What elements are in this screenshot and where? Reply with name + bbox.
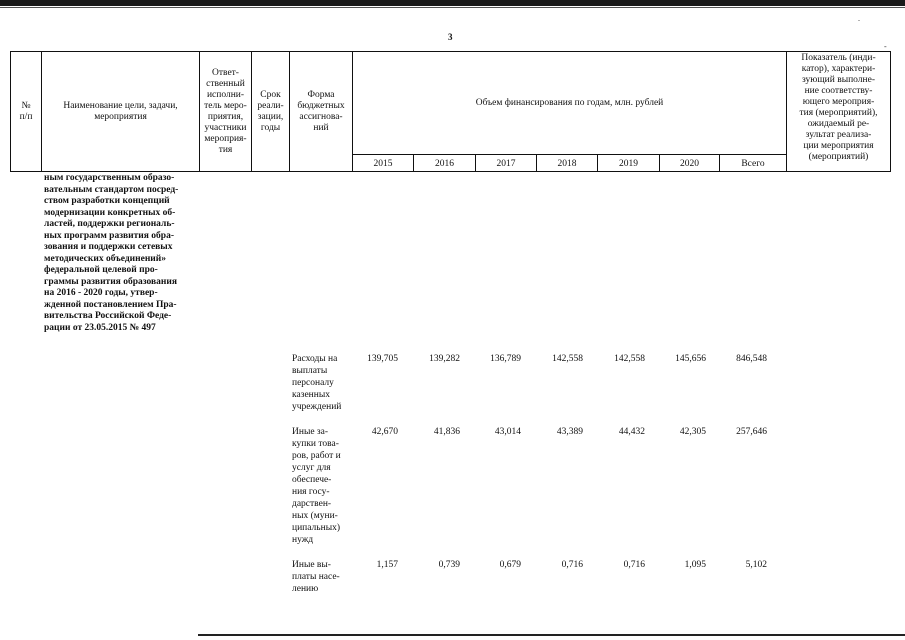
- header-budget-form: Форма бюджетных ассигнова- ний: [290, 52, 353, 172]
- value-cell: 42,670: [371, 427, 398, 437]
- header-year: 2016: [414, 155, 476, 172]
- header-term: Срок реали- зации, годы: [252, 52, 290, 172]
- value-cell: 0,716: [623, 560, 645, 570]
- header-table: [10, 51, 891, 172]
- value-cell: 43,389: [556, 427, 583, 437]
- header-total: Всего: [720, 155, 787, 172]
- value-cell: 136,789: [490, 354, 521, 364]
- expense-type-label: Иные за- купки това- ров, работ и услуг для обеспече- ния госу- дарствен- ных (муни- ципальных) нужд: [292, 427, 341, 545]
- value-cell: 0,716: [561, 560, 583, 570]
- total-cell: 5,102: [745, 560, 767, 570]
- value-cell: 1,095: [684, 560, 706, 570]
- value-cell: 139,282: [429, 354, 460, 364]
- header-year: 2018: [537, 155, 598, 172]
- header-year: 2017: [476, 155, 537, 172]
- scan-top-line: [0, 7, 905, 8]
- value-cell: 42,305: [679, 427, 706, 437]
- header-executor: Ответ- ственный исполни- тель меро- приятия, участники мероприя- тия: [200, 52, 252, 172]
- header-year: 2020: [660, 155, 720, 172]
- value-cell: 142,558: [614, 354, 645, 364]
- activity-description: ным государственным образо- вательным стандартом посред- ством разработки концепций модернизации конкретных об- ластей, поддержки региональ- ных программ развития обра- зования и поддержки сетевых методических объединений» федеральной целевой про- граммы развития образования на 2016 - 2020 годы, утвер- жденной постановлением Пра- вительства Российской Феде- рации от 23.05.2015 № 497: [44, 173, 179, 333]
- value-cell: 139,705: [367, 354, 398, 364]
- header-year: 2019: [598, 155, 660, 172]
- header-num: № п/п: [11, 52, 42, 172]
- total-cell: 846,548: [736, 354, 767, 364]
- scan-bottom-border: [198, 634, 905, 636]
- page-number: 3: [448, 32, 453, 42]
- scan-mark-dot: .: [858, 14, 860, 23]
- expense-type-label: Иные вы- платы насе- лению: [292, 560, 340, 594]
- value-cell: 1,157: [376, 560, 398, 570]
- header-name: Наименование цели, задачи, мероприятия: [42, 52, 200, 172]
- header-indicator: Показатель (инди- катор), характери- зующий выполне- ние соответству- ющего мероприя- тия (мероприятий), ожидаемый ре- зультат реализа- ции мероприятия (мероприятий): [787, 52, 891, 172]
- header-funding: Объем финансирования по годам, млн. рублей: [353, 52, 787, 155]
- scan-top-border: [0, 0, 905, 6]
- value-cell: 43,014: [494, 427, 521, 437]
- scan-mark-dash: -: [884, 42, 887, 51]
- header-year: 2015: [353, 155, 414, 172]
- value-cell: 0,679: [499, 560, 521, 570]
- total-cell: 257,646: [736, 427, 767, 437]
- expense-type-label: Расходы на выплаты персоналу казенных учреждений: [292, 354, 342, 412]
- value-cell: 0,739: [438, 560, 460, 570]
- value-cell: 44,432: [618, 427, 645, 437]
- value-cell: 41,836: [433, 427, 460, 437]
- value-cell: 145,656: [675, 354, 706, 364]
- value-cell: 142,558: [552, 354, 583, 364]
